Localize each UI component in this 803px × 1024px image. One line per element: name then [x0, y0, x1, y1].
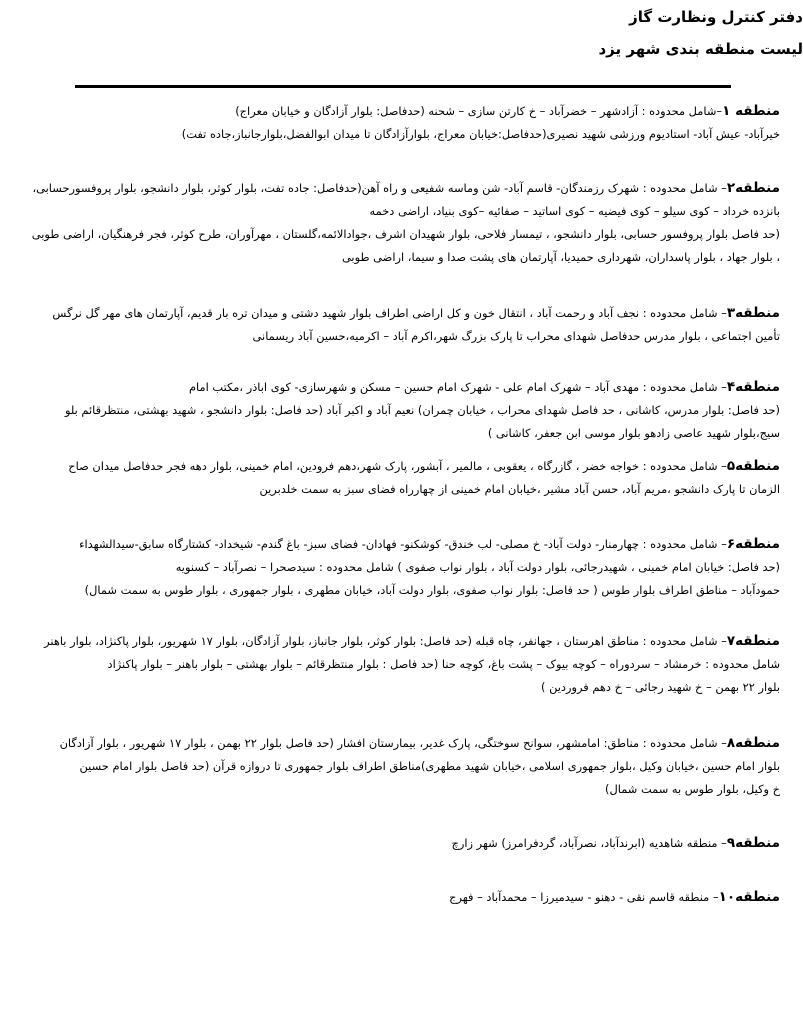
zone-6 [24, 533, 780, 602]
zone-text: سیج،بلوار شهید عاصی زادهو بلوار موسی ابن جعفر، کاشانی ) [487, 426, 780, 440]
zone-text: بلوار امام حسین ،خیابان وکیل ،بلوار جمهوری اسلامی ،خیابان شهید مطهری)مناطق اطراف بلوار جمهوری تا دروازه قرآن (حد فاصل بلوار امام حسین [79, 759, 780, 773]
zone-label: منطقه۶ [726, 536, 780, 552]
zone-line [24, 886, 780, 909]
zone-label: منطقه۱۰ [718, 889, 780, 905]
zone-line [24, 832, 780, 855]
zone-9 [24, 832, 780, 855]
page-title: دفتر کنترل ونظارت گاز [629, 8, 803, 26]
zone-label: منطقه۸ [726, 735, 780, 751]
zone-text: خ وکیل، بلوار طوس به سمت شمال) [605, 782, 780, 796]
zone-text: شامل محدوده : خرمشاد – سردوراه – کوچه بیوک – پشت باغ، کوچه حنا (حد فاصل : بلوار منتظرقائم – بلوار بهشتی – بلوار باهنر – بلوار پاکنژاد [107, 657, 780, 671]
zone-text: – شامل محدوده : نجف آباد و رحمت آباد ، انتقال خون و کل اراضی اطراف بلوار شهید دشتی و میدان تره بار قدیم، آپارتمان های مهر گل نرگس [52, 306, 727, 320]
zone-4 [24, 376, 780, 445]
zone-line [24, 100, 780, 123]
zone-1 [24, 100, 780, 146]
zone-text: – شامل محدوده : شهرک رزمندگان- قاسم آباد- شن وماسه شفیعی و راه آهن(حدفاصل: جاده تفت، بلوار کوثر، بلوار دانشجو، بلوار پروفسورحسابی، [32, 181, 727, 195]
zone-line [24, 177, 780, 200]
zone-text: – شامل محدوده : خواجه خضر ، گازرگاه ، یعقوبی ، مالمیر ، آبشور، پارک شهر،دهم فرودین، امام خمینی، بلوار دهه فجر حدفاصل میدان صاح [68, 459, 727, 473]
zone-text: خیرآباد- عیش آباد- استادیوم ورزشی شهید نصیری(حدفاصل:خیابان معراج، بلوارآزادگان تا میدان ابوالفضل،بلوارجانباز،جاده تفت) [181, 127, 780, 141]
zone-label: منطقه ۱ [722, 103, 780, 119]
zone-text: (حد فاصل: خیابان امام خمینی ، شهیدرجائی، بلوار دولت آباد ، بلوار نواب صفوی ) شامل محدوده : سیدصحرا – نصرآباد – کسنویه [175, 560, 780, 574]
zone-text: – شامل محدوده : مهدی آباد – شهرک امام علی - شهرک امام حسین – مسکن و شهرسازی- کوی اباذر ،مکتب امام [188, 380, 727, 394]
zone-line [24, 732, 780, 755]
zone-text: تأمین اجتماعی ، بلوار مدرس حدفاصل شهدای محراب تا پارک بزرگ شهر،اکرم آباد – اکرمیه،حسین آباد ریسمانی [252, 329, 780, 343]
zone-label: منطقه۴ [726, 379, 780, 395]
zone-line [24, 455, 780, 478]
zone-text: – شامل محدوده : مناطق: امامشهر، سوانح سوختگی، پارک غدیر، بیمارستان افشار (حد فاصل بلوار ۲۲ بهمن ، بلوار ۱۷ شهریور ، بلوار آزادگان [59, 736, 727, 750]
zone-7 [24, 630, 780, 699]
zone-text: – شامل محدوده : مناطق اهرستان ، جهانفر، چاه قبله (حد فاصل: بلوار کوثر، بلوار جانباز، بلوار آزادگان، بلوار ۱۷ شهریور، بلوار پاکنژاد، بلوار باهنر [44, 634, 727, 648]
zone-line [24, 376, 780, 399]
zone-text: ، بلوار جهاد ، بلوار پاسداران، شهرداری حمیدیا، آپارتمان های پشت صدا و سیما، اراضی طوبی [341, 250, 780, 264]
header-divider [75, 85, 731, 88]
zone-8 [24, 732, 780, 801]
zone-5 [24, 455, 780, 501]
zone-text: الزمان تا پارک دانشجو ،مریم آباد، حسن آباد مشیر ،خیابان امام خمینی از چهارراه فضای سبز به سمت خلدبرین [259, 482, 780, 496]
zone-line [24, 630, 780, 653]
zone-line [24, 533, 780, 556]
zone-text: بانزده خرداد – کوی سیلو – کوی فیضیه – کوی اساتید – صفائیه –کوی بنیاد، اراضی دخمه [369, 204, 780, 218]
zone-3 [24, 302, 780, 348]
zone-label: منطقه۷ [726, 633, 780, 649]
zone-text: حمودآباد – مناطق اطراف بلوار طوس ( حد فاصل: بلوار نواب صفوی، بلوار دولت آباد، خیابان مطهری ، بلوار جمهوری ، بلوار طوس به سمت شمال) [84, 583, 780, 597]
zone-10 [24, 886, 780, 909]
zone-label: منطقه۵ [726, 458, 780, 474]
zone-text: بلوار ۲۲ بهمن – خ شهید رجائی – خ دهم فروردین ) [541, 680, 780, 694]
zone-text: – منطقه شاهدیه (ابرندآباد، نصرآباد، گردفرامرز) شهر زارچ [451, 836, 727, 850]
zone-label: منطقه۹ [726, 835, 780, 851]
zone-text: – منطقه قاسم نقی - دهنو - سیدمیرزا – محمدآباد – فهرج [449, 890, 719, 904]
zone-label: منطقه۳ [726, 305, 780, 321]
zone-text: – شامل محدوده : چهارمنار- دولت آباد- خ مصلی- لب خندق- کوشکنو- فهادان- فضای سبز- باغ گندم- شیخداد- کشتارگاه سابق-سیدالشهداء [79, 537, 727, 551]
zone-2 [24, 177, 780, 269]
page-subtitle: لیست منطقه بندی شهر یزد [598, 40, 803, 58]
zone-text: (حد فاصل بلوار پروفسور حسابی، بلوار دانشجو، ، تیمسار فلاحی، بلوار شهیدان اشرف ،جوادالائمه،گلستان ، مهرآوران، طرح کوثر، فجر فرهنگیان، اراضی طوبی [31, 227, 780, 241]
zone-text: (حد فاصل: بلوار مدرس، کاشانی ، حد فاصل شهدای محراب ، خیابان چمران) نعیم آباد و اکبر آباد (حد فاصل: بلوار دانشجو ، شهید بهشتی، منتظرقائم بلو [64, 403, 780, 417]
zone-line [24, 302, 780, 325]
zone-label: منطقه۲ [726, 180, 780, 196]
zone-text: –شامل محدوده : آزادشهر – خضرآباد – خ کارتن سازی – شحنه (حدفاصل: بلوار آزادگان و خیابان معراج) [235, 104, 723, 118]
